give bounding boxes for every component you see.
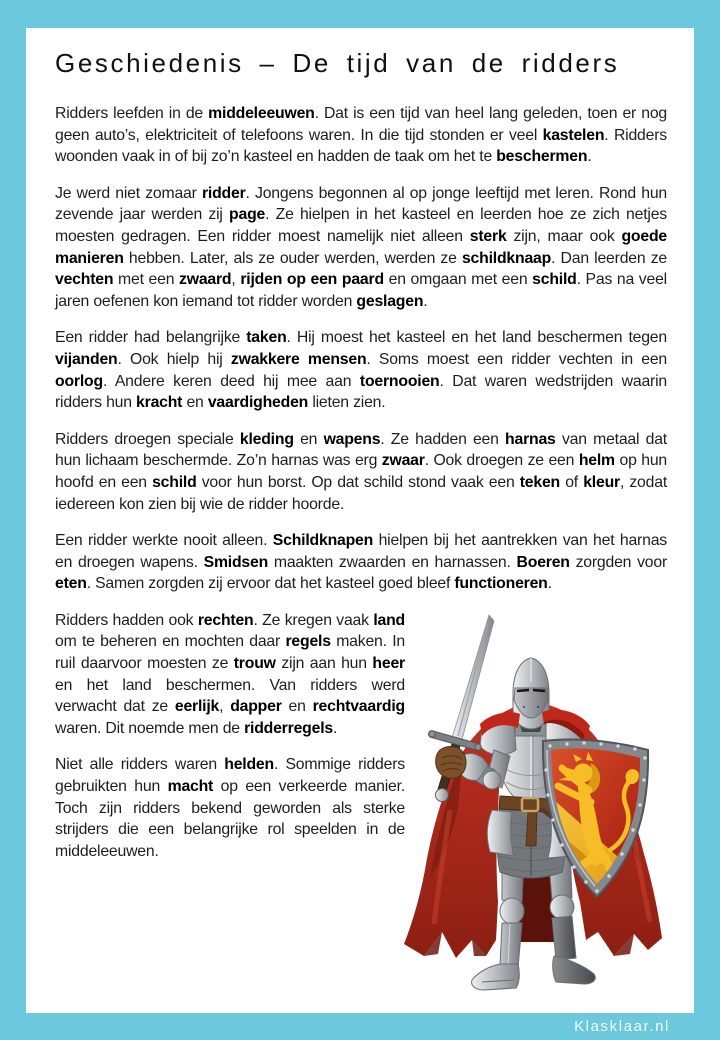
- brand-footer: [0, 1013, 670, 1040]
- knight-illustration: [390, 610, 690, 1010]
- paragraph-rechten: Ridders hadden ook rechten. Ze kregen vaak land om te beheren en mochten daar regels maken. In ruil daarvoor moesten ze trouw zijn aan hun heer en het land beschermen. Van ridders werd verwacht dat ze eerlijk, dapper en rechtvaardig waren. Dit noemde men de ridderregels.: [55, 611, 405, 737]
- paragraph-kleding: Ridders droegen speciale kleding en wapens. Ze hadden een harnas van metaal dat hun lichaam beschermde. Zo’n harnas was erg zwaar. Ook droegen ze een helm op hun hoofd en een schild voor hun borst. Op dat schild stond vaak een teken of kleur, zodat iedereen kon zien bij wie de ridder hoorde.: [55, 430, 668, 513]
- paragraph-intro: Ridders leefden in de middeleeuwen. Dat is een tijd van heel lang geleden, toen er nog geen auto’s, elektriciteit of telefoons waren. In die tijd stonden er veel kastelen. Ridders woonden vaak in of bij zo’n kasteel en hadden de taak om het te beschermen.: [55, 105, 667, 166]
- paragraph-samenwerking: Een ridder werkte nooit alleen. Schildknapen hielpen bij het aantrekken van het harnas en droegen wapens. Smidsen maakten zwaarden en harnassen. Boeren zorgden voor eten. Samen zorgden zij ervoor dat het kasteel goed bleef functioneren.: [55, 532, 668, 593]
- page-title: Geschiedenis – De tijd van de ridders: [55, 48, 620, 78]
- brand-label: Klasklaar.nl: [574, 1018, 670, 1035]
- paragraph-taken: Een ridder had belangrijke taken. Hij moest het kasteel en het land beschermen tegen vijanden. Ook hielp hij zwakkere mensen. Soms moest een ridder vechten in een oorlog. Andere keren deed hij mee aan toernooien. Dat waren wedstrijden waarin ridders hun kracht en vaardigheden lieten zien.: [55, 329, 667, 412]
- paragraph-helden: Niet alle ridders waren helden. Sommige ridders gebruikten hun macht op een verkeerde manier. Toch zijn ridders bekend geworden als sterke strijders die een belangrijke rol speelden in de middeleeuwen.: [55, 756, 406, 860]
- paragraph-opleiding: Je werd niet zomaar ridder. Jongens begonnen al op jonge leeftijd met leren. Rond hun zevende jaar werden zij page. Ze hielpen in het kasteel en leerden hoe ze zich netjes moesten gedragen. Een ridder moest namelijk niet alleen sterk zijn, maar ook goede manieren hebben. Later, als ze ouder werden, werden ze schildknaap. Dan leerden ze vechten met een zwaard, rijden op een paard en omgaan met een schild. Pas na veel jaren oefenen kon iemand tot ridder worden geslagen.: [55, 184, 668, 310]
- worksheet-page: [26, 28, 694, 1013]
